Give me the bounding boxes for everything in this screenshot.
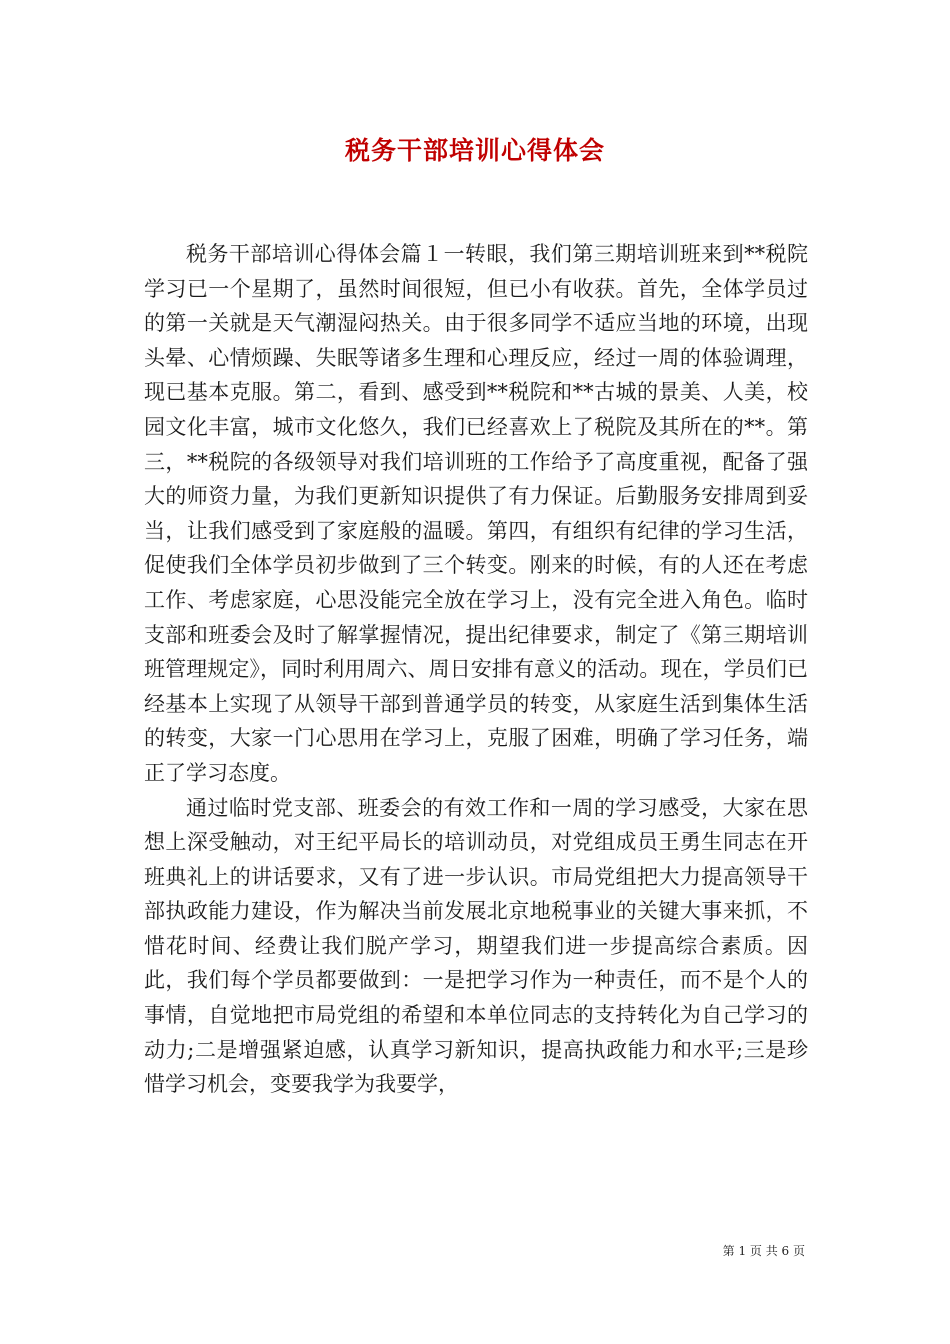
page-number-footer: 第 1 页 共 6 页 [722,1244,805,1258]
paragraph-1: 税务干部培训心得体会篇１一转眼，我们第三期培训班来到**税院学习已一个星期了，虽然时间很短，但已小有收获。首先，全体学员过的第一关就是天气潮湿闷热关。由于很多同学不适应当地的环境，出现头晕、心情烦躁、失眠等诸多生理和心理反应，经过一周的体验调理，现已基本克服。第二，看到、感受到**税院和**古城的景美、人美，校园文化丰富，城市文化悠久，我们已经喜欢上了税院及其所在的**。第三，**税院的各级领导对我们培训班的工作给予了高度重视，配备了强大的师资力量，为我们更新知识提供了有力保证。后勤服务安排周到妥当，让我们感受到了家庭般的温暖。第四，有组织有纪律的学习生活，促使我们全体学员初步做到了三个转变。刚来的时候，有的人还在考虑工作、考虑家庭，心思没能完全放在学习上，没有完全进入角色。临时支部和班委会及时了解掌握情况，提出纪律要求，制定了《第三期培训班管理规定》，同时利用周六、周日安排有意义的活动。现在，学员们已经基本上实现了从领导干部到普通学员的转变，从家庭生活到集体生活的转变，大家一门心思用在学习上，克服了困难，明确了学习任务，端正了学习态度。 [144,242,808,785]
document-title: 税务干部培训心得体会 [344,136,605,165]
paragraph-2: 通过临时党支部、班委会的有效工作和一周的学习感受，大家在思想上深受触动，对王纪平局长的培训动员，对党组成员王勇生同志在开班典礼上的讲话要求，又有了进一步认识。市局党组把大力提高领导干部执政能力建设，作为解决当前发展北京地税事业的关键大事来抓，不惜花时间、经费让我们脱产学习，期望我们进一步提高综合素质。因此，我们每个学员都要做到：一是把学习作为一种责任，而不是个人的事情，自觉地把市局党组的希望和本单位同志的支持转化为自己学习的动力;二是增强紧迫感，认真学习新知识，提高执政能力和水平;三是珍惜学习机会，变要我学为我要学， [144,795,808,1097]
document-body [144,237,808,1102]
